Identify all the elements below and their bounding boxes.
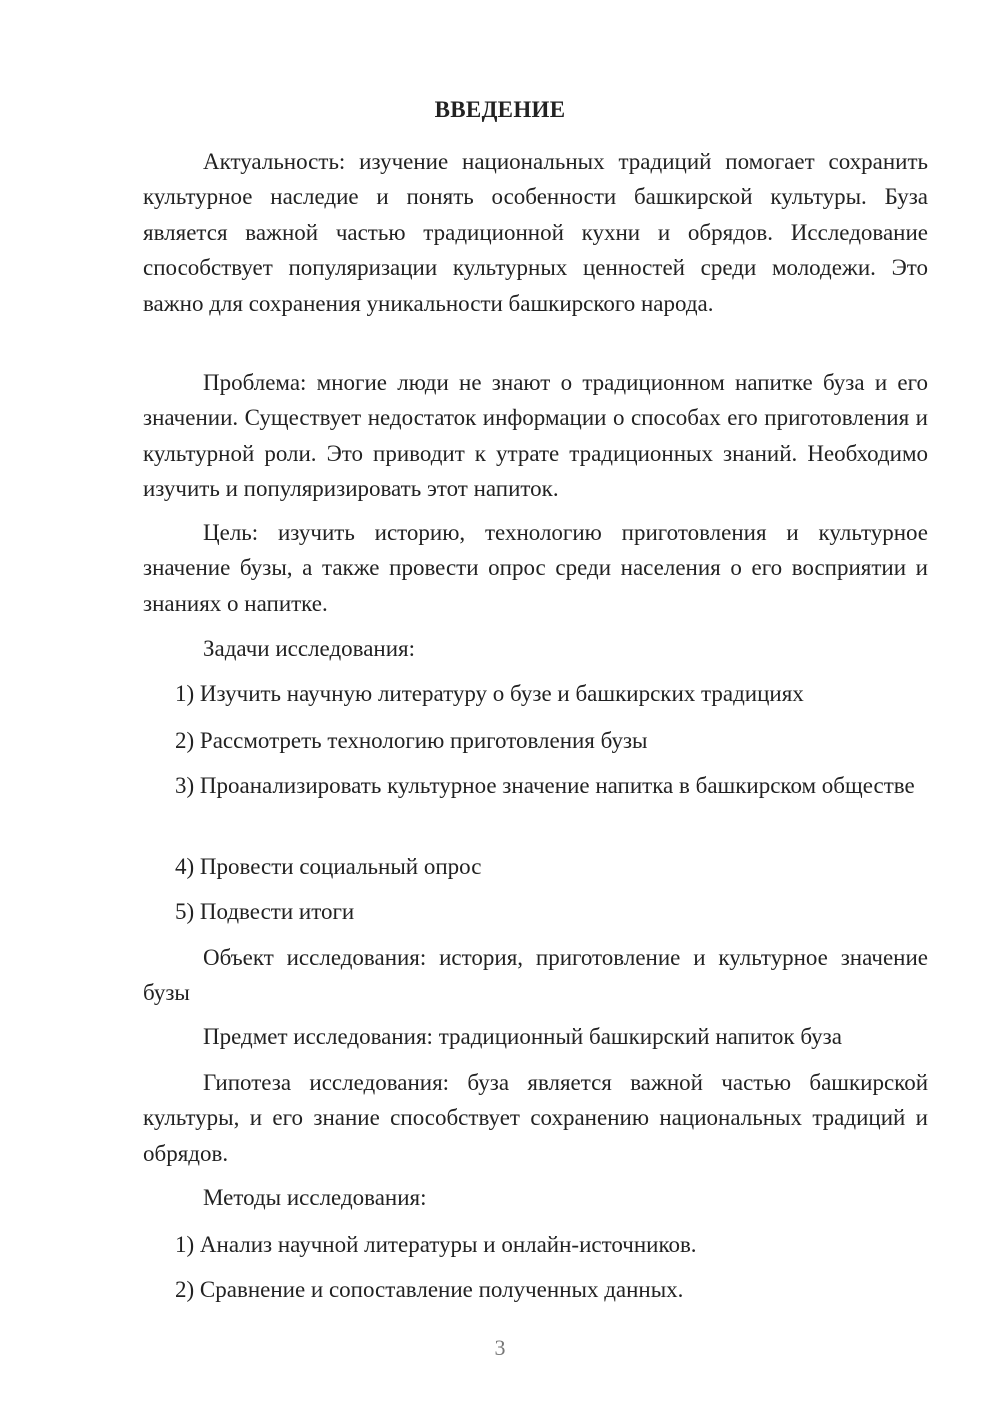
task-item: 2) Рассмотреть технологию приготовления бузы xyxy=(175,728,648,753)
object-paragraph: Объект исследования: история, приготовление и культурное значение бузы xyxy=(143,945,928,1006)
task-item: 5) Подвести итоги xyxy=(175,899,355,924)
goal-paragraph: Цель: изучить историю, технологию приготовления и культурное значение бузы, а также провести опрос среди населения о его восприятии и знаниях о напитке. xyxy=(143,520,928,616)
problem-paragraph: Проблема: многие люди не знают о традиционном напитке буза и его значении. Существует недостаток информации о способах его приготовления и культурной роли. Это приводит к утрате традиционных знаний. Необходимо изучить и популяризировать этот напиток. xyxy=(143,370,928,502)
hypothesis-paragraph: Гипотеза исследования: буза является важной частью башкирской культуры, и его знание способствует сохранению национальных традиций и обрядов. xyxy=(143,1070,928,1166)
methods-heading: Методы исследования: xyxy=(203,1185,427,1210)
tasks-heading: Задачи исследования: xyxy=(203,636,416,661)
method-item: 1) Анализ научной литературы и онлайн-источников. xyxy=(175,1232,697,1257)
page-number: 3 xyxy=(494,1335,506,1360)
page-title: ВВЕДЕНИЕ xyxy=(434,97,566,122)
task-item: 4) Провести социальный опрос xyxy=(175,854,482,879)
subject-paragraph: Предмет исследования: традиционный башкирский напиток буза xyxy=(203,1024,842,1049)
relevance-paragraph: Актуальность: изучение национальных традиций помогает сохранить культурное наследие и понять особенности башкирской культуры. Буза является важной частью традиционной кухни и обрядов. Исследование способствует популяризации культурных ценностей среди молодежи. Это важно для сохранения уникальности башкирского народа. xyxy=(143,149,928,316)
task-item: 1) Изучить научную литературу о бузе и башкирских традициях xyxy=(175,681,804,706)
task-item: 3) Проанализировать культурное значение напитка в башкирском обществе xyxy=(175,773,915,798)
method-item: 2) Сравнение и сопоставление полученных данных. xyxy=(175,1277,684,1302)
